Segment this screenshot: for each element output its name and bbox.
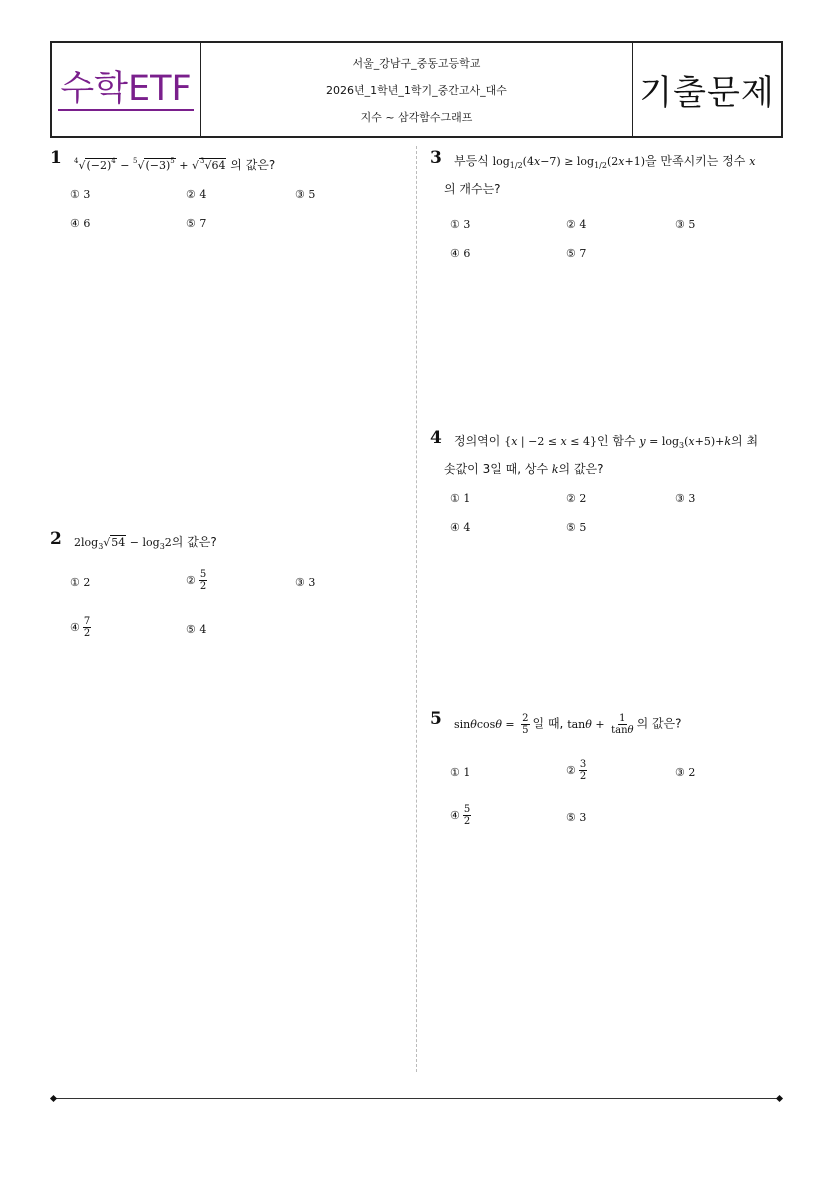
question-number: 2 xyxy=(50,529,62,549)
question-suffix: 의 값은? xyxy=(230,158,276,172)
option-2[interactable]: ② 4 xyxy=(566,218,587,231)
exam-info xyxy=(201,43,633,136)
fraction: $\frac{5}{2}$ xyxy=(463,804,471,827)
math-target: tanθ + $\frac{1}{\tan\theta}$ xyxy=(567,713,634,736)
option-2[interactable]: ② 4 xyxy=(186,188,207,201)
question-end: 의 최 xyxy=(731,434,759,448)
option-2[interactable]: ② 2 xyxy=(566,492,587,505)
fraction: $\frac{3}{2}$ xyxy=(579,759,587,782)
option-4[interactable]: ④ 4 xyxy=(450,521,471,534)
question-number: 4 xyxy=(430,428,442,448)
math-function: $y = \log_3(x+5)+k$ xyxy=(639,435,732,450)
question-number: 3 xyxy=(430,148,442,168)
line2-suffix: 의 값은? xyxy=(558,462,604,476)
question-suffix: 의 값은? xyxy=(636,716,682,731)
option-marker: ② xyxy=(186,574,196,587)
option-1[interactable]: ① 3 xyxy=(450,218,471,231)
option-4[interactable] xyxy=(70,616,94,639)
exam-header xyxy=(50,41,783,138)
logo-cell xyxy=(52,43,201,136)
question-line2 xyxy=(444,460,604,479)
option-5[interactable]: ⑤ 4 xyxy=(186,623,207,636)
logo: 수학ETF xyxy=(60,68,192,109)
question-text xyxy=(454,152,755,175)
option-4[interactable]: ④ 6 xyxy=(70,217,91,230)
math-domain: {x | −2 ≤ x ≤ 4} xyxy=(504,435,597,448)
question-text xyxy=(74,152,275,175)
option-3[interactable]: ③ 2 xyxy=(675,766,696,779)
math-expression: sinθcosθ = $\frac{2}{5}$ xyxy=(454,713,529,736)
question-suffix: 의 값은? xyxy=(171,535,217,549)
option-3[interactable]: ③ 5 xyxy=(295,188,316,201)
option-1[interactable]: ① 2 xyxy=(70,576,91,589)
fraction: $\frac{5}{2}$ xyxy=(199,569,207,592)
question-mid: 인 함수 xyxy=(596,434,636,448)
doc-title: 기출문제 xyxy=(639,73,775,113)
question-text xyxy=(74,533,217,556)
question-mid: 일 때, xyxy=(532,716,564,731)
option-5[interactable]: ⑤ 7 xyxy=(566,247,587,260)
option-5[interactable]: ⑤ 7 xyxy=(186,217,207,230)
question-text xyxy=(454,432,758,455)
option-marker: ④ xyxy=(450,809,460,822)
line2-text: 솟값이 3일 때, 상수 xyxy=(444,462,549,476)
footer-diamond-left xyxy=(50,1095,57,1102)
school-name: 서울_강남구_중동고등학교 xyxy=(352,56,481,70)
math-expression: $\log_{1/2}(4x-7) \ge \log_{1/2}(2x+1)$ xyxy=(492,155,645,170)
question-prefix: 정의역이 xyxy=(454,434,501,448)
option-3[interactable]: ③ 3 xyxy=(675,492,696,505)
footer-diamond-right xyxy=(776,1095,783,1102)
option-1[interactable]: ① 3 xyxy=(70,188,91,201)
question-number: 5 xyxy=(430,709,442,729)
option-marker: ④ xyxy=(70,621,80,634)
option-5[interactable]: ⑤ 3 xyxy=(566,811,587,824)
option-2[interactable] xyxy=(186,569,210,592)
option-4[interactable] xyxy=(450,804,474,827)
option-1[interactable]: ① 1 xyxy=(450,766,471,779)
question-mid: 을 만족시키는 정수 xyxy=(645,154,746,168)
math-expression: $^4√(-2)^4 - ^5√(-3)^5 + √^3√64$ xyxy=(74,157,226,172)
option-1[interactable]: ① 1 xyxy=(450,492,471,505)
exam-name: 2026년_1학년_1학기_중간고사_대수 xyxy=(326,83,507,97)
footer-rule xyxy=(54,1098,780,1099)
question-prefix: 부등식 xyxy=(454,154,489,168)
option-5[interactable]: ⑤ 5 xyxy=(566,521,587,534)
math-expression: $2\log_3√54 - \log_32$ xyxy=(74,536,172,551)
option-3[interactable]: ③ 5 xyxy=(675,218,696,231)
column-divider xyxy=(416,146,417,1072)
question-text xyxy=(454,713,682,736)
question-number: 1 xyxy=(50,148,62,168)
fraction: $\frac{7}{2}$ xyxy=(83,616,91,639)
exam-range: 지수 ~ 삼각함수그래프 xyxy=(360,110,473,124)
variable-k: k xyxy=(551,463,559,476)
option-3[interactable]: ③ 3 xyxy=(295,576,316,589)
option-2[interactable] xyxy=(566,759,590,782)
variable-x: x xyxy=(749,155,756,168)
option-4[interactable]: ④ 6 xyxy=(450,247,471,260)
option-marker: ② xyxy=(566,764,576,777)
question-line2: 의 개수는? xyxy=(444,182,501,196)
